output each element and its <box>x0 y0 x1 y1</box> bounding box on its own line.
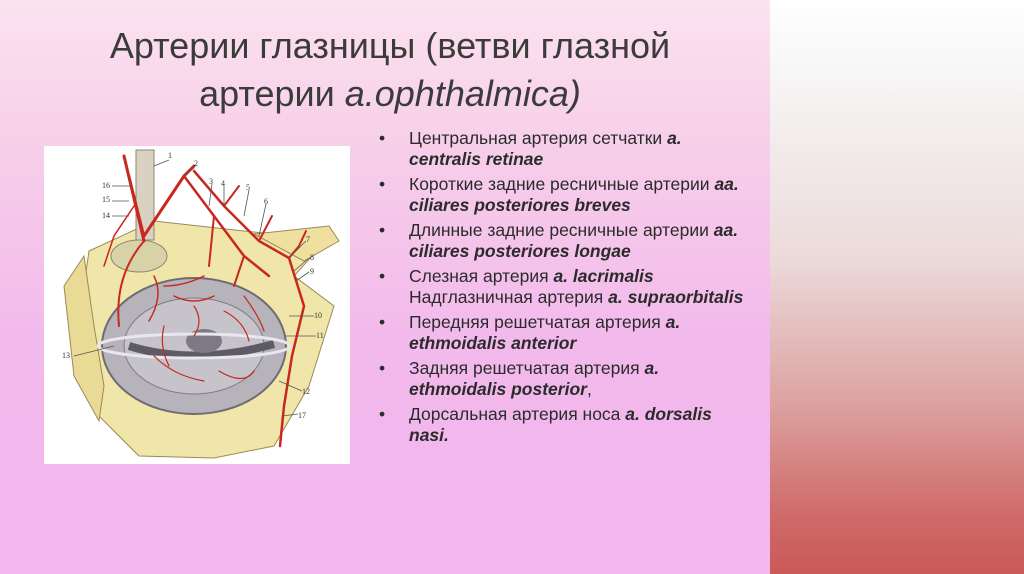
figure-label: 5 <box>246 183 250 192</box>
item-text-2: Надглазничная артерия <box>409 287 609 307</box>
list-item <box>379 266 749 308</box>
figure-label: 16 <box>102 181 110 190</box>
item-after: , <box>586 379 592 399</box>
item-text: Слезная артерия <box>409 266 554 286</box>
figure-label: 7 <box>306 235 310 244</box>
figure-label: 17 <box>298 411 306 420</box>
title-line-1: Артерии глазницы (ветви глазной <box>109 25 671 66</box>
figure-label: 6 <box>264 197 268 206</box>
list-item <box>379 174 749 216</box>
item-latin: a. lacrimalis <box>553 266 654 286</box>
list-item <box>379 128 749 170</box>
item-text: Короткие задние ресничные артерии <box>409 174 715 194</box>
item-latin: aa. ciliares posteriores longae <box>409 220 739 261</box>
figure-label: 8 <box>310 253 314 262</box>
bullet: • <box>379 358 386 378</box>
list-item <box>379 358 749 400</box>
item-latin: a. ethmoidalis anterior <box>409 312 681 353</box>
figure-label: 14 <box>102 211 110 220</box>
figure-label: 13 <box>62 351 70 360</box>
item-latin: a. centralis retinae <box>409 128 682 169</box>
decorative-side-strip <box>770 0 1024 574</box>
list-item <box>379 404 749 446</box>
artery-list <box>379 128 749 450</box>
bullet: • <box>379 312 386 332</box>
item-text: Длинные задние ресничные артерии <box>409 220 714 240</box>
item-text: Дорсальная артерия носа <box>409 404 626 424</box>
bullet: • <box>379 220 386 240</box>
list-item <box>379 220 749 262</box>
item-text: Задняя решетчатая артерия <box>409 358 645 378</box>
item-text: Передняя решетчатая артерия <box>409 312 666 332</box>
eye-anatomy-drawing <box>44 146 350 464</box>
item-latin-2: a. supraorbitalis <box>608 287 744 307</box>
title-line-2 <box>30 70 750 118</box>
item-latin: aa. ciliares posteriores breves <box>409 174 739 215</box>
lacrimal-gland <box>111 240 167 272</box>
item-text: Центральная артерия сетчатки <box>409 128 668 148</box>
bullet: • <box>379 266 386 286</box>
figure-label: 9 <box>310 267 314 276</box>
item-latin: a. dorsalis nasi. <box>409 404 712 445</box>
slide-title <box>30 22 750 118</box>
figure-label: 1 <box>168 151 172 160</box>
eye-arteries-illustration <box>44 146 350 464</box>
list-item <box>379 312 749 354</box>
figure-label: 3 <box>209 177 213 186</box>
figure-label: 4 <box>221 179 225 188</box>
title-line-2-latin: a.ophthalmica) <box>344 73 581 114</box>
bullet: • <box>379 174 386 194</box>
figure-label: 10 <box>314 311 322 320</box>
bullet: • <box>379 404 386 424</box>
figure-label: 12 <box>302 387 310 396</box>
item-latin: a. ethmoidalis posterior <box>409 358 660 399</box>
title-line-2-prefix: артерии <box>199 73 345 114</box>
figure-label: 2 <box>194 159 198 168</box>
figure-label: 11 <box>316 331 324 340</box>
bullet: • <box>379 128 386 148</box>
figure-label: 15 <box>102 195 110 204</box>
